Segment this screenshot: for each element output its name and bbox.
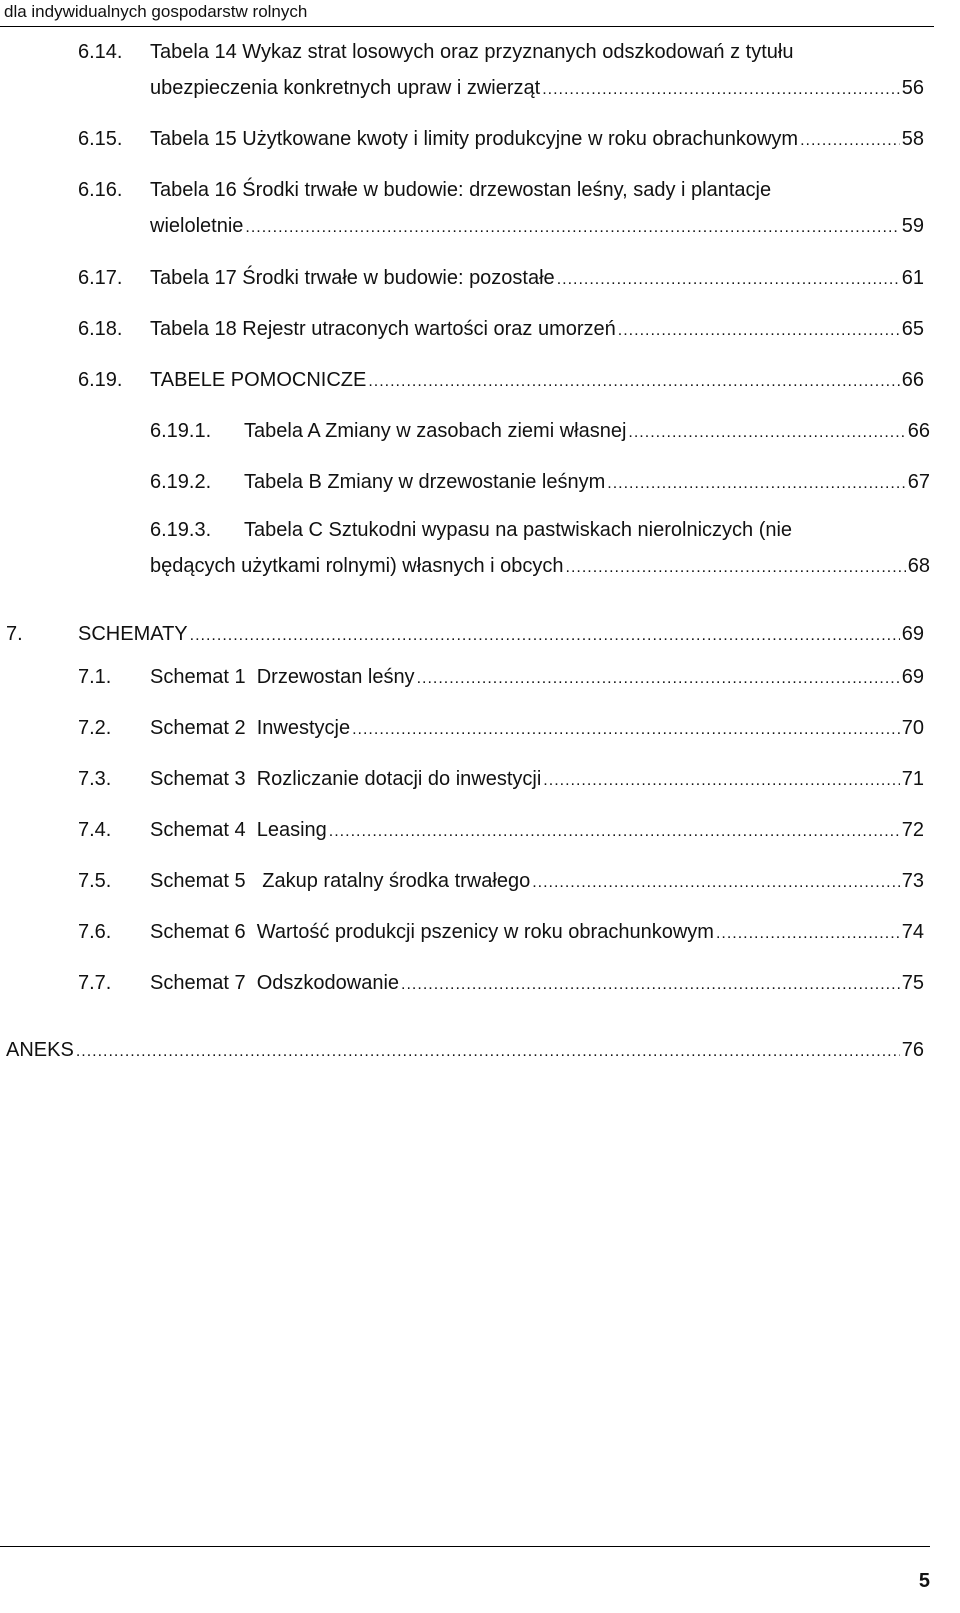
toc-entry-number: 6.17.	[78, 267, 123, 289]
toc-entry-number: 6.19.3.	[150, 519, 212, 541]
dot-leader	[800, 123, 900, 159]
toc-entry[interactable]	[150, 413, 930, 451]
toc-entry-number: 6.18.	[78, 318, 123, 340]
toc-entry-number: 6.16.	[78, 179, 123, 201]
dot-leader	[607, 466, 905, 502]
toc-entry[interactable]	[78, 812, 924, 850]
toc-entry-title: Schemat 3 Rozliczanie dotacji do inwestycji	[150, 768, 542, 790]
toc-entry-number: 7.2.	[78, 717, 112, 739]
toc-entry-page: 65	[901, 318, 924, 340]
toc-entry-page: 69	[901, 623, 924, 645]
toc-entry-number: 6.19.2.	[150, 471, 212, 493]
toc-entry-page: 71	[901, 768, 924, 790]
dot-leader	[245, 210, 899, 246]
dot-leader	[368, 364, 899, 400]
toc-entry-title: Schemat 5 Zakup ratalny środka trwałego	[150, 870, 531, 892]
toc-entry-number: 6.19.1.	[150, 420, 212, 442]
toc-entry-page: 76	[901, 1039, 924, 1061]
dot-leader	[543, 763, 899, 799]
toc-entry-page: 66	[901, 369, 924, 391]
toc-entry-title: ANEKS	[6, 1039, 74, 1061]
toc-entry-title-continuation: ubezpieczenia konkretnych upraw i zwierząt	[150, 77, 541, 99]
toc-entry[interactable]	[78, 761, 924, 799]
toc-entry[interactable]	[78, 362, 924, 400]
toc-entry-page: 61	[901, 267, 924, 289]
toc-entry-title: Tabela 15 Użytkowane kwoty i limity produkcyjne w roku obrachunkowym	[150, 128, 799, 150]
toc-entry-number: 7.1.	[78, 666, 112, 688]
dot-leader	[532, 865, 900, 901]
dot-leader	[557, 262, 900, 298]
toc-entry[interactable]	[78, 34, 924, 108]
toc-entry-number: 6.15.	[78, 128, 123, 150]
toc-entry-page: 73	[901, 870, 924, 892]
toc-entry-title: Schemat 2 Inwestycje	[150, 717, 351, 739]
toc-entry[interactable]	[78, 121, 924, 159]
toc-entry[interactable]	[78, 659, 924, 697]
toc-entry-number: 7.	[6, 623, 23, 645]
page-number: 5	[918, 1570, 930, 1592]
toc-entry-title: Tabela A Zmiany w zasobach ziemi własnej	[244, 420, 627, 442]
toc-entry[interactable]	[78, 710, 924, 748]
toc-entry-page: 58	[901, 128, 924, 150]
running-header-text: dla indywidualnych gospodarstw rolnych	[4, 2, 308, 21]
dot-leader	[417, 661, 900, 697]
toc-entry-title: Schemat 4 Leasing	[150, 819, 327, 841]
footer-divider	[0, 1546, 930, 1547]
dot-leader	[190, 618, 900, 654]
toc-entry-title-continuation: będących użytkami rolnymi) własnych i obcych	[150, 555, 564, 577]
toc-entry[interactable]	[78, 914, 924, 952]
toc-entry-page: 70	[901, 717, 924, 739]
toc-entry[interactable]	[150, 512, 930, 586]
toc-entry-title-continuation: wieloletnie	[150, 215, 244, 237]
dot-leader	[542, 72, 900, 108]
toc-entry-title: Tabela 16 Środki trwałe w budowie: drzewostan leśny, sady i plantacje	[150, 179, 772, 201]
toc-entry[interactable]	[78, 260, 924, 298]
toc-entry-page: 67	[907, 471, 930, 493]
toc-entry-number: 6.14.	[78, 41, 123, 63]
toc-entry-page: 72	[901, 819, 924, 841]
toc-entry-number: 7.7.	[78, 972, 112, 994]
toc-entry[interactable]	[150, 464, 930, 502]
toc-entry[interactable]	[78, 172, 924, 246]
toc-entry[interactable]	[78, 311, 924, 349]
dot-leader	[628, 415, 905, 451]
dot-leader	[566, 550, 906, 586]
toc-entry-title: Tabela C Sztukodni wypasu na pastwiskach nierolniczych (nie	[244, 519, 793, 541]
dot-leader	[329, 814, 900, 850]
toc-entry[interactable]	[6, 616, 924, 654]
toc-entry[interactable]	[78, 863, 924, 901]
dot-leader	[716, 916, 900, 952]
toc-entry-number: 7.5.	[78, 870, 112, 892]
toc-entry-page: 59	[901, 215, 924, 237]
toc-entry-page: 75	[901, 972, 924, 994]
toc-entry-page: 69	[901, 666, 924, 688]
dot-leader	[618, 313, 900, 349]
toc-entry-title: Tabela 14 Wykaz strat losowych oraz przyznanych odszkodowań z tytułu	[150, 41, 794, 63]
toc-entry-title: SCHEMATY	[78, 623, 188, 645]
toc-entry[interactable]	[78, 965, 924, 1003]
toc-entry-number: 7.3.	[78, 768, 112, 790]
toc-entry-page: 74	[901, 921, 924, 943]
toc-entry-title: Schemat 6 Wartość produkcji pszenicy w roku obrachunkowym	[150, 921, 714, 943]
toc-entry-number: 7.4.	[78, 819, 112, 841]
toc-entry-page: 66	[907, 420, 930, 442]
toc-entry-title: Schemat 7 Odszkodowanie	[150, 972, 400, 994]
toc-entry[interactable]	[6, 1032, 924, 1070]
dot-leader	[401, 967, 900, 1003]
toc-entry-number: 7.6.	[78, 921, 112, 943]
toc-entry-title: Tabela 18 Rejestr utraconych wartości oraz umorzeń	[150, 318, 616, 340]
toc-entry-title: TABELE POMOCNICZE	[150, 369, 367, 391]
dot-leader	[76, 1034, 900, 1070]
toc-entry-title: Tabela B Zmiany w drzewostanie leśnym	[244, 471, 606, 493]
toc-entry-number: 6.19.	[78, 369, 123, 391]
toc-entry-title: Schemat 1 Drzewostan leśny	[150, 666, 415, 688]
toc-entry-title: Tabela 17 Środki trwałe w budowie: pozostałe	[150, 267, 555, 289]
toc-entry-page: 56	[901, 77, 924, 99]
dot-leader	[352, 712, 900, 748]
toc-entry-page: 68	[907, 555, 930, 577]
